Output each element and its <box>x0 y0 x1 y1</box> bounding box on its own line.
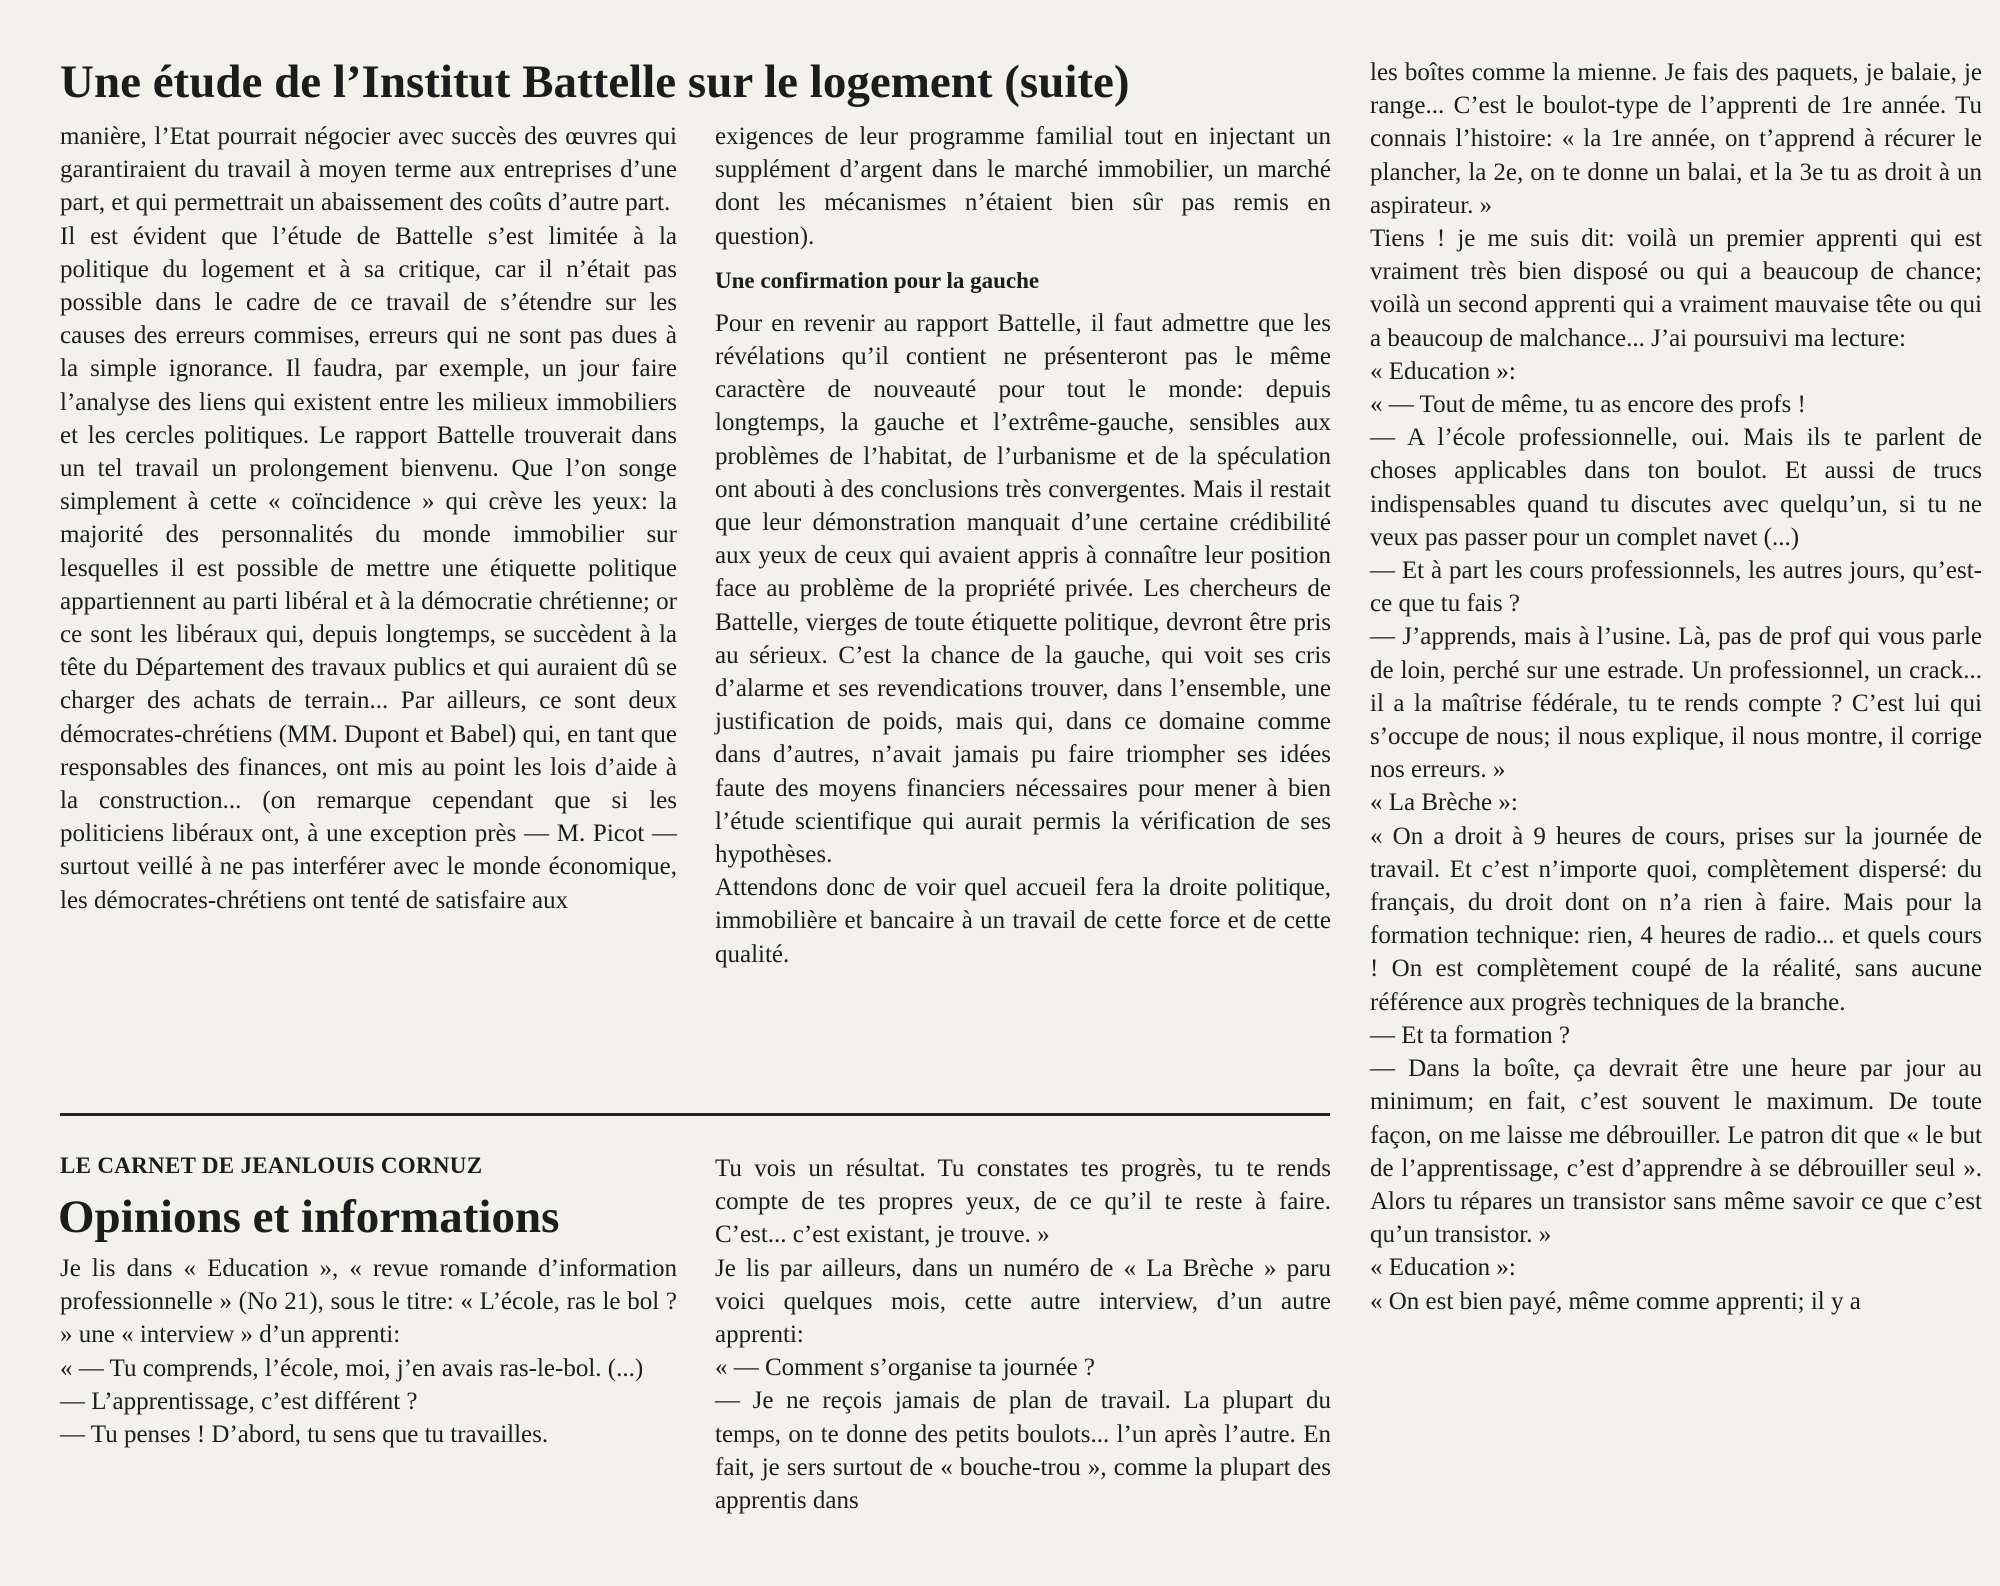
paragraph: — Et ta formation ? <box>1370 1021 1570 1049</box>
paragraph: Je lis dans « Education », « revue romande d’information professionnelle » (No 21), sous le titre: « L’école, ras le bol ? » une « interview » d’un apprenti: <box>60 1255 677 1349</box>
paragraph: — J’apprends, mais à l’usine. Là, pas de prof qui vous parle de loin, perché sur une estrade. Un professionnel, un crack... il a la maîtrise fédérale, tu te rends compte ? C’est lui qui s’occupe de nous; il nous explique, il nous montre, il corrige nos erreurs. » <box>1370 623 1982 784</box>
article2-column-2 <box>715 1152 1331 1517</box>
paragraph: Je lis par ailleurs, dans un numéro de « La Brèche » paru voici quelques mois, cette autre interview, d’un autre apprenti: <box>715 1254 1331 1349</box>
paragraph: — Dans la boîte, ça devrait être une heure par jour au minimum; en fait, c’est souvent le maximum. De toute façon, on me laisse me débrouiller. Le patron dit que « le but de l’apprentissage, c’est d’apprendre à se débrouiller seul ». Alors tu répares un transistor sans même savoir ce que c’est qu’un transistor. » <box>1370 1055 1982 1249</box>
paragraph: les boîtes comme la mienne. Je fais des paquets, je balaie, je range... C’est le boulot-type de l’apprenti de 1re année. Tu connais l’histoire: « la 1re année, on t’apprend à récurer le plancher, la 2e, on te donne un balai, et la 3e tu as droit à un aspirateur. » <box>1370 59 1982 219</box>
article-headline: Une étude de l’Institut Battelle sur le logement (suite) <box>60 56 1130 108</box>
paragraph: exigences de leur programme familial tout en injectant un supplément d’argent dans le marché immobilier, un marché dont les mécanismes n’étaient bien sûr pas remis en question). <box>715 123 1331 250</box>
paragraph: — Tu penses ! D’abord, tu sens que tu travailles. <box>60 1421 549 1449</box>
paragraph: Tiens ! je me suis dit: voilà un premier apprenti qui est vraiment très bien disposé ou qui a beaucoup de chance; voilà un second apprenti qui a vraiment mauvaise tête ou qui a beaucoup de malchance... J’ai poursuivi ma lecture: <box>1370 225 1982 352</box>
paragraph: — A l’école professionnelle, oui. Mais ils te parlent de choses applicables dans ton boulot. Et aussi de trucs indispensables quand tu discutes avec quelqu’un, si tu ne veux pas passer pour un complet navet (...) <box>1370 424 1982 551</box>
section-divider <box>60 1113 1330 1116</box>
paragraph: Il est évident que l’étude de Battelle s’est limitée à la politique du logement et à sa critique, car il n’était pas possible dans le cadre de ce travail de s’étendre sur les causes des erreurs commises, erreurs qui ne sont pas dues à la simple ignorance. Il faudra, par exemple, un jour faire l’analyse des liens qui existent entre les milieux immobiliers et les cercles politiques. Le rapport Battelle trouverait dans un tel travail un prolongement bienvenu. Que l’on songe simplement à cette « coïncidence » qui crève les yeux: la majorité des personnalités du monde immobilier sur lesquelles il est possible de mettre une étiquette politique appartiennent au parti libéral et à la démocratie chrétienne; or ce sont les libéraux qui, depuis longtemps, se succèdent à la tête du Département des travaux publics et qui auraient dû se charger des achats de terrain... Par ailleurs, ce sont deux démocrates-chrétiens (MM. Dupont et Babel) qui, en tant que responsables des finances, ont mis au point les lois d’aide à la construction... (on remarque cependant que si les politiciens libéraux ont, à une exception près — M. Picot — surtout veillé à ne pas interférer avec le monde économique, les démocrates-chrétiens ont tenté de satisfaire aux <box>60 222 677 914</box>
paragraph: Attendons donc de voir quel accueil fera la droite politique, immobilière et bancaire à un travail de cette force et de cette qualité. <box>715 874 1331 968</box>
paragraph: « — Comment s’organise ta journée ? <box>715 1354 1096 1382</box>
article2-column-1 <box>60 1252 677 1451</box>
article2-title: Opinions et informations <box>58 1191 560 1243</box>
article1-column-1 <box>60 120 677 917</box>
section-subheading: Une confirmation pour la gauche <box>715 267 1040 293</box>
paragraph: « On a droit à 9 heures de cours, prises sur la journée de travail. Et c’est n’importe quoi, complètement dispersé: du français, du droit dont on n’a rien à faire. Mais pour la formation technique: rien, 4 heures de radio... et quels cours ! On est complètement coupé de la réalité, sans aucune référence aux progrès techniques de la branche. <box>1370 822 1982 1016</box>
paragraph: « On est bien payé, même comme apprenti; il y a <box>1370 1287 1861 1315</box>
paragraph: « La Brèche »: <box>1370 789 1518 817</box>
paragraph: « Education »: <box>1370 357 1516 385</box>
paragraph: Tu vois un résultat. Tu constates tes progrès, tu te rends compte de tes propres yeux, de ce qu’il te reste à faire. C’est... c’est existant, je trouve. » <box>715 1155 1331 1249</box>
paragraph: « — Tout de même, tu as encore des profs ! <box>1370 391 1806 419</box>
paragraph: Pour en revenir au rapport Battelle, il faut admettre que les révélations qu’il contient ne présenteront pas le même caractère de nouveauté pour tout le monde: depuis longtemps, la gauche et l’extrême-gauche, sensibles aux problèmes de l’habitat, de l’urbanisme et de la spéculation ont abouti à des conclusions très convergentes. Mais il restait que leur démonstration manquait d’une certaine crédibilité aux yeux de ceux qui avaient appris à connaître leur position face au problème de la propriété privée. Les chercheurs de Battelle, vierges de toute étiquette politique, devront être pris au sérieux. C’est la chance de la gauche, qui voit ses cris d’alarme et ses revendications trouver, dans l’ensemble, une justification de poids, mais qui, dans ce domaine comme dans d’autres, n’avait jamais pu faire triompher ses idées faute des moyens financiers nécessaires pour mener à bien l’étude scientifique qui aurait permis la vérification de ses hypothèses. <box>715 309 1331 869</box>
paragraph: — Je ne reçois jamais de plan de travail. La plupart du temps, on te donne des petits boulots... l’un après l’autre. En fait, je sers surtout de « bouche-trou », comme la plupart des apprentis dans <box>715 1387 1331 1515</box>
article2-column-3 <box>1370 56 1982 1318</box>
paragraph: « — Tu comprends, l’école, moi, j’en avais ras-le-bol. (...) <box>60 1354 644 1382</box>
paragraph: — L’apprentissage, c’est différent ? <box>60 1387 418 1415</box>
paragraph: manière, l’Etat pourrait négocier avec succès des œuvres qui garantiraient du travail à moyen terme aux entreprises d’une part, et qui permettrait un abaissement des coûts d’autre part. <box>60 123 677 217</box>
article1-column-2 <box>715 120 1331 971</box>
paragraph: — Et à part les cours professionnels, les autres jours, qu’est-ce que tu fais ? <box>1370 557 1982 618</box>
column-kicker: LE CARNET DE JEANLOUIS CORNUZ <box>60 1153 483 1178</box>
paragraph: « Education »: <box>1370 1254 1516 1282</box>
